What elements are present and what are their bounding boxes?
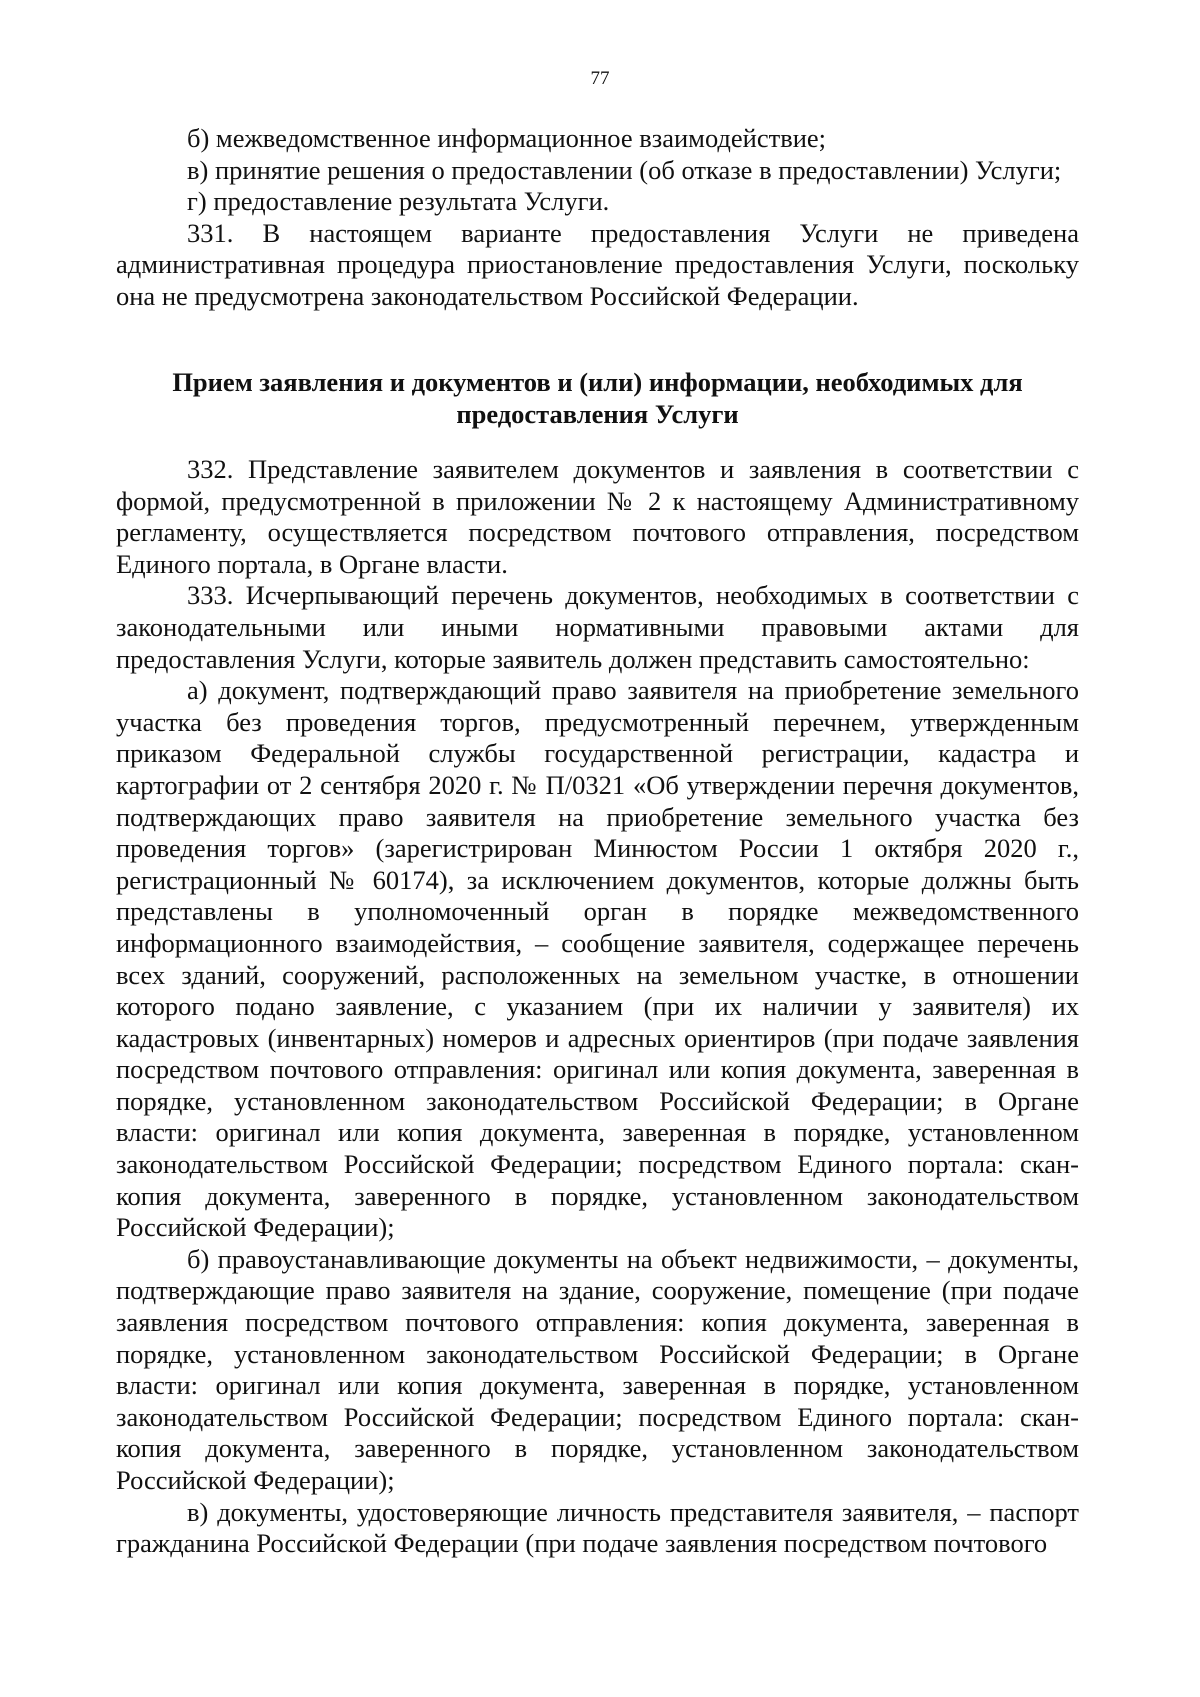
section-heading-line: предоставления Услуги: [456, 399, 739, 429]
list-item-v: в) документы, удостоверяющие личность представителя заявителя, – паспорт гражданина Российской Федерации (при подаче заявления посредством почтового: [116, 1496, 1079, 1559]
main-text-block: [116, 454, 1079, 1560]
section-heading-line: Прием заявления и документов и (или) информации, необходимых для: [172, 367, 1023, 397]
paragraph-331: 331. В настоящем варианте предоставления Услуги не приведена административная процедура приостановление предоставления Услуги, поскольку она не предусмотрена законодательством Российской Федерации.: [116, 217, 1079, 311]
intro-block: [116, 123, 1079, 313]
list-item-b: б) правоустанавливающие документы на объект недвижимости, – документы, подтверждающие право заявителя на здание, сооружение, помещение (при подаче заявления посредством почтового отправления: копия документа, заверенная в порядке, установленном законодательством Российской Федерации; в Органе власти: оригинал или копия документа, заверенная в порядке, установленном законодательством Российской Федерации; посредством Единого портала: скан-копия документа, заверенного в порядке, установленном законодательством Российской Федерации);: [116, 1243, 1079, 1495]
list-item-a: а) документ, подтверждающий право заявителя на приобретение земельного участка без проведения торгов, предусмотренный перечнем, утвержденным приказом Федеральной службы государственной регистрации, кадастра и картографии от 2 сентября 2020 г. № П/0321 «Об утверждении перечня документов, подтверждающих право заявителя на приобретение земельного участка без проведения торгов» (зарегистрирован Минюстом России 1 октября 2020 г., регистрационный № 60174), за исключением документов, которые должны быть представлены в уполномоченный орган в порядке межведомственного информационного взаимодействия, – сообщение заявителя, содержащее перечень всех зданий, сооружений, расположенных на земельном участке, в отношении которого подано заявление, с указанием (при их наличии у заявителя) их кадастровых (инвентарных) номеров и адресных ориентиров (при подаче заявления посредством почтового отправления: оригинал или копия документа, заверенная в порядке, установленном законодательством Российской Федерации; в Органе власти: оригинал или копия документа, заверенная в порядке, установленном законодательством Российской Федерации; посредством Единого портала: скан-копия документа, заверенного в порядке, установленном законодательством Российской Федерации);: [116, 675, 1079, 1243]
page-number: 77: [590, 68, 610, 89]
list-item: б) межведомственное информационное взаимодействие;: [187, 123, 827, 153]
section-heading: [116, 366, 1079, 430]
paragraph-333: 333. Исчерпывающий перечень документов, необходимых в соответствии с законодательными или иными нормативными правовыми актами для предоставления Услуги, которые заявитель должен представить самостоятельно:: [116, 580, 1079, 674]
list-item: г) предоставление результата Услуги.: [187, 186, 610, 217]
list-item: в) принятие решения о предоставлении (об отказе в предоставлении) Услуги;: [187, 154, 1062, 185]
paragraph-332: 332. Представление заявителем документов и заявления в соответствии с формой, предусмотренной в приложении № 2 к настоящему Административному регламенту, осуществляется посредством почтового отправления, посредством Единого портала, в Органе власти.: [116, 454, 1079, 579]
